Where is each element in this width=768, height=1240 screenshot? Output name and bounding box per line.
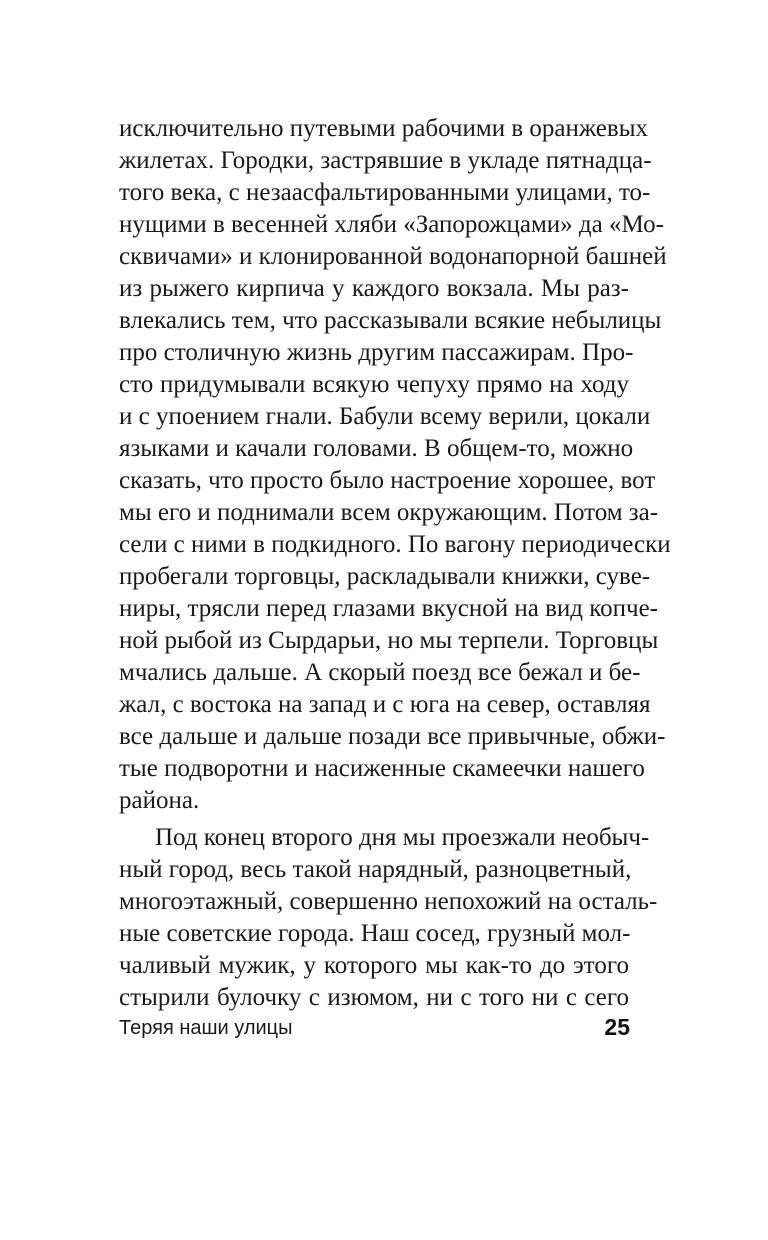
page-number: 25 [604, 1014, 630, 1040]
text-line: мчались дальше. А скорый поезд все бежал и бе- [119, 659, 641, 686]
text-line: жал, с востока на запад и с юга на север, оставляя [119, 691, 651, 718]
text-line: все дальше и дальше позади все привычные, обжи- [119, 723, 666, 750]
text-line: влекались тем, что рассказывали всякие небылицы [119, 307, 662, 334]
text-line: жилетах. Городки, застрявшие в укладе пятнадца- [119, 147, 652, 174]
running-title: Теряя наши улицы [119, 1017, 293, 1039]
text-line: тые подворотни и насиженные скамеечки нашего [119, 755, 645, 782]
text-line: ные советские города. Наш сосед, грузный мол- [119, 920, 631, 947]
text-line: исключительно путевыми рабочими в оранжевых [119, 115, 648, 142]
text-line: из рыжего кирпича у каждого вокзала. Мы раз- [119, 275, 629, 302]
text-line: языками и качали головами. В общем-то, можно [119, 435, 634, 462]
text-line: мы его и поднимали всем окружающим. Потом за- [119, 499, 659, 526]
text-line: пробегали торговцы, раскладывали книжки, суве- [119, 563, 651, 590]
text-line: многоэтажный, совершенно непохожий на осталь- [119, 888, 658, 915]
text-line: ниры, трясли перед глазами вкусной на вид копче- [119, 595, 659, 622]
text-line: стырили булочку с изюмом, ни с того ни с сего [119, 984, 629, 1011]
text-line: сказать, что просто было настроение хорошее, вот [119, 467, 656, 494]
paragraph-first-line: Под конец второго дня мы проезжали необыч- [155, 824, 650, 851]
text-line: про столичную жизнь другим пассажирам. Про- [119, 339, 634, 366]
text-line: сто придумывали всякую чепуху прямо на ходу [119, 371, 629, 398]
text-line: чаливый мужик, у которого мы как-то до этого [119, 952, 629, 979]
text-line: района. [119, 787, 200, 814]
text-line: сквичами» и клонированной водонапорной башней [119, 243, 667, 270]
text-line: ный город, весь такой нарядный, разноцветный, [119, 856, 632, 883]
text-line: сели с ними в подкидного. По вагону периодически [119, 531, 671, 558]
text-line: ной рыбой из Сырдарьи, но мы терпели. Торговцы [119, 627, 659, 654]
text-line: того века, с незаасфальтированными улицами, то- [119, 179, 651, 206]
text-line: и с упоением гнали. Бабули всему верили, цокали [119, 403, 651, 430]
text-line: нущими в весенней хляби «Запорожцами» да «Мо- [119, 211, 664, 238]
